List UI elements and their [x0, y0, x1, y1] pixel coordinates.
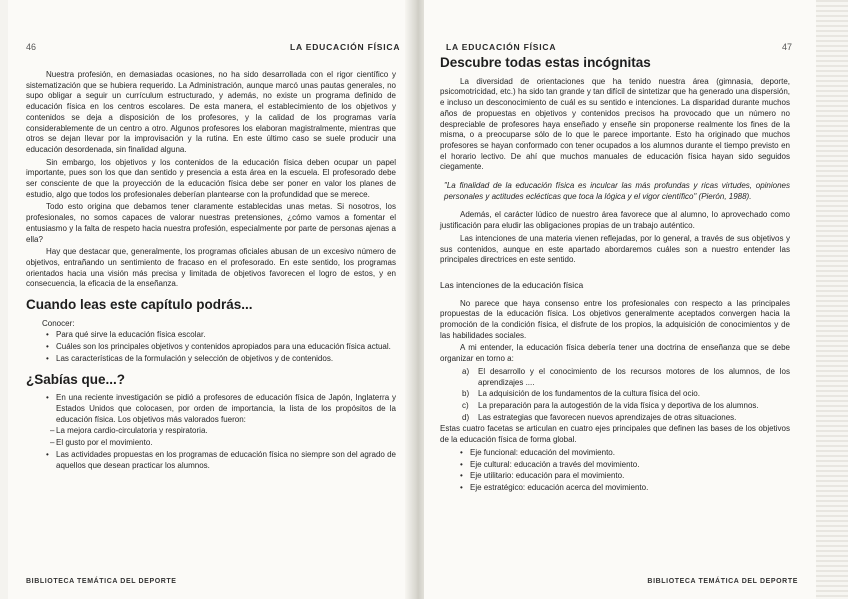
left-paragraph: Todo esto origina que debamos tener claramente establecidas unas metas. Si nosotros, los profesionales, no somos capaces de valorar nuestras pretensiones, ¿cómo vamos a fomentar el entusiasmo y la falta de respeto hacia nuestra profesión, especialmente por parte de personas ajenas a ella? — [26, 202, 396, 244]
left-page-number: 46 — [26, 42, 37, 52]
left-paragraph: Hay que destacar que, generalmente, los programas oficiales abusan de un excesivo número de objetivos, entrañando un sentimiento de fracaso en el profesorado. En este sentido, los programas orientados hacia una visión más precisa y limitada de objetivos favorecen el logro de estos, y en consecuencia, la eficacia de la enseñanza. — [26, 247, 396, 289]
left-paragraph: Nuestra profesión, en demasiadas ocasiones, no ha sido desarrollada con el rigor científico y sistematización que se hubiera requerido. La Administración, aunque marcó unas pautas generales, no supo obligar a seguir un currículum estructurado, y además, no existe un programa definido de educación física en los centros escolares. De esta manera, el establecimiento de los objetivos y contenidos se deja a disposición de los profesores, y la calidad de los programas varía considerablemente de un centro a otro. Algunos profesores los elaboran magistralmente, mientras que otros se dejan llevar por la improvisación y la rutina. En este último caso se suele producir una educación desordenada, sin finalidad alguna. — [26, 70, 396, 154]
chapter-goals-heading: Cuando leas este capítulo podrás... — [26, 297, 253, 313]
left-footer: BIBLIOTECA TEMÁTICA DEL DEPORTE — [26, 578, 177, 585]
goals-list-item: • Las características de la formulación y selección de objetivos y de contenidos. — [26, 354, 396, 365]
right-paragraph: Las intenciones de una materia vienen reflejadas, por lo general, a través de sus objetivos y sus contenidos, aunque en este apartado abordaremos cuáles son a nuestro entender las principales directrices en este sentido. — [440, 233, 790, 265]
lettered-item — [440, 367, 790, 388]
goals-list-item: • Cuáles son los principales objetivos y contenidos apropiados para una educación física actual. — [26, 342, 396, 353]
did-you-know-item: • En una reciente investigación se pidió a profesores de educación física de Japón, Inglaterra y Estados Unidos que colocasen, por orden de importancia, la lista de los propósitos de la educación física. Los objetivos más valorados fueron: — [26, 393, 396, 425]
lettered-item — [440, 389, 790, 400]
goals-list — [26, 330, 396, 364]
did-you-know-heading: ¿Sabías que...? — [26, 371, 126, 387]
right-paragraph: A mi entender, la educación física debería tener una doctrina de enseñanza que se debe organizar en torno a: — [440, 343, 790, 364]
did-you-know-item: • Las actividades propuestas en los programas de educación física no siempre son del agrado de aquellos que desean practicar los alumnos. — [26, 450, 396, 471]
right-footer: BIBLIOTECA TEMÁTICA DEL DEPORTE — [647, 578, 798, 585]
goals-intro: Conocer: — [42, 318, 75, 328]
did-you-know-subitem: – La mejora cardio-circulatoria y respiratoria. — [26, 426, 396, 437]
axes-list-item: • Eje funcional: educación del movimiento. — [440, 448, 790, 459]
did-you-know-subitem: – El gusto por el movimiento. — [26, 438, 396, 449]
axes-list-item: • Eje estratégico: educación acerca del movimiento. — [440, 483, 790, 494]
right-page-number: 47 — [782, 42, 793, 52]
left-text-column — [26, 70, 396, 472]
right-page — [424, 0, 816, 599]
lettered-label: b) — [462, 389, 470, 399]
lettered-label: a) — [462, 366, 470, 376]
right-paragraph: La diversidad de orientaciones que ha tenido nuestra área (gimnasia, deporte, psicomotricidad, etc.) ha sido tan grande y tan difícil de sintetizar que ha generado una dispersión, e incluso un desconocimiento de cuál es su sentido e intenciones. La disparidad durante muchos años de propuestas en objetivos y contenidos precisos ha provocado que un número no despreciable de profesores haya enseñado y enseñe sin proponerse realmente los fines de la misma, o a preocuparse sólo de lo que le parece importante. Esto ha originado que muchos profesores se hayan conformado con tener ocupados a los alumnos durante el tiempo previsto en el horario lectivo. De ahí que muchos manuales de educación física hayan sido seguidos ciegamente. — [440, 76, 790, 172]
right-paragraph: Estas cuatro facetas se articulan en cuatro ejes principales que definen las bases de los objetivos de la educación física de forma global. — [440, 424, 790, 445]
left-paragraph: Sin embargo, los objetivos y los contenidos de la educación física deben ocupar un papel importante, pues son los que dan sentido y presencia a esta área en la escuela. El profesorado debe ser consciente de que la proyección de la educación física debe ser poner en valor los planes de estudio, algo que todos los profesionales deberían plantearse con la profundidad que se merece. — [26, 157, 396, 199]
lettered-item — [440, 401, 790, 412]
lettered-text: La preparación para la autogestión de la vida física y deportiva de los alumnos. — [478, 400, 759, 410]
right-paragraph: Además, el carácter lúdico de nuestro área favorece que al alumno, lo aprovechado como justificación para eludir las obligaciones propias de un trabajo auténtico. — [440, 210, 790, 231]
lettered-text: La adquisición de los fundamentos de la cultura física del ocio. — [478, 389, 700, 399]
axes-list-item: • Eje utilitario: educación para el movimiento. — [440, 471, 790, 482]
left-running-head: LA EDUCACIÓN FÍSICA — [290, 42, 401, 52]
section-title: Descubre todas estas incógnitas — [440, 55, 651, 70]
right-paragraph: No parece que haya consenso entre los profesionales con respecto a las principales propuestas de la educación física. Los objetivos generalmente aceptados convergen hacia la promoción de la condición física, el disfrute de los propios, la adquisición de conocimientos y de las habilidades sociales. — [440, 298, 790, 340]
lettered-label: d) — [462, 412, 470, 422]
axes-list — [440, 448, 790, 494]
page-edge — [816, 0, 848, 599]
subsection-title: Las intenciones de la educación física — [440, 279, 584, 290]
axes-list-item: • Eje cultural: educación a través del movimiento. — [440, 460, 790, 471]
lettered-item — [440, 413, 790, 424]
lettered-list — [440, 367, 790, 424]
goals-list-item: • Para qué sirve la educación física escolar. — [26, 330, 396, 341]
lettered-label: c) — [462, 400, 469, 410]
left-page — [8, 0, 414, 599]
did-you-know-list — [26, 393, 396, 471]
right-text-column — [440, 55, 790, 495]
lettered-text: Las estrategias que favorecen nuevos aprendizajes de otras situaciones. — [478, 412, 737, 422]
right-running-head: LA EDUCACIÓN FÍSICA — [446, 42, 557, 52]
quote: "La finalidad de la educación física es inculcar las más profundas y ricas virtudes, opiniones personales y actitudes eclécticas que toca la lógica y el vigor científico" (Pierón, 1988). — [444, 181, 790, 201]
lettered-text: El desarrollo y el conocimiento de los recursos motores de los alumnos, de los aprendizajes .... — [478, 366, 790, 387]
